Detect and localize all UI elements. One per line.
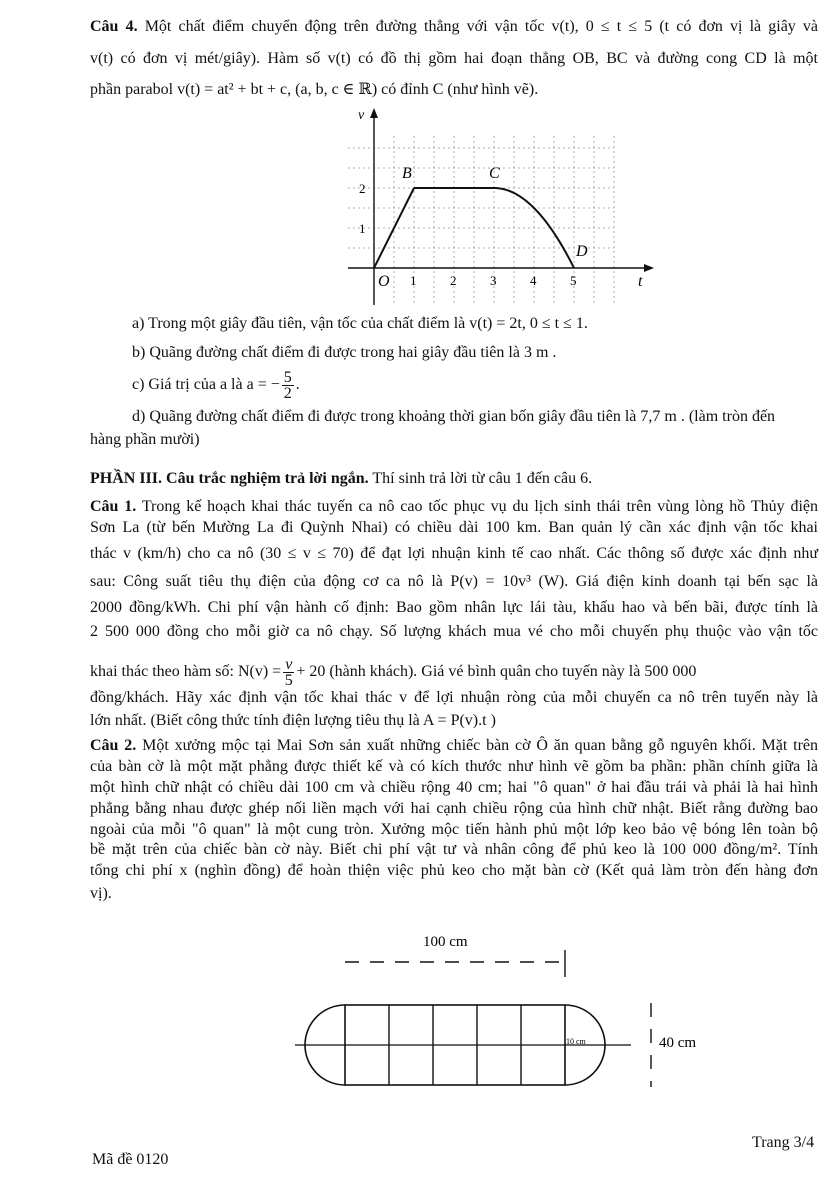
fraction-numerator: 5 bbox=[283, 369, 292, 386]
small-length-text: 10 cm bbox=[566, 1037, 586, 1046]
exam-code: Mã đề 0120 bbox=[92, 1151, 169, 1168]
y-tick-label: 1 bbox=[359, 221, 366, 236]
q1-line7 bbox=[90, 657, 818, 688]
y-axis-arrow bbox=[370, 108, 378, 118]
q4-option-c bbox=[132, 370, 300, 401]
q1-line3: thác v (km/h) cho ca nô (30 ≤ v ≤ 70) để đạt lợi nhuận kinh tế cao nhất. Các thông số được xác định như bbox=[90, 545, 818, 562]
q2-line4: phẳng bằng nhau được ghép nối liền mạch với hai cạnh chiều rộng của hình chữ nhật. Biết rằng đường bao bbox=[90, 800, 818, 817]
q4-option-c-end: . bbox=[295, 376, 300, 394]
q4-text1: Một chất điểm chuyển động trên đường thẳng với vận tốc v(t), 0 ≤ t ≤ 5 (t có đơn vị là giây và bbox=[137, 18, 819, 35]
q1-line9: lớn nhất. (Biết công thức tính điện lượng tiêu thụ là A = P(v).t ) bbox=[90, 712, 496, 729]
point-b-label: B bbox=[402, 165, 412, 182]
part3-title: PHẦN III. Câu trắc nghiệm trả lời ngắn. bbox=[90, 470, 369, 487]
q1-line4: sau: Công suất tiêu thụ điện của động cơ ca nô là P(v) = 10v³ (W). Giá điện kinh doanh tại bến sạc là bbox=[90, 573, 818, 590]
point-d-label: D bbox=[576, 243, 588, 260]
q2-line1 bbox=[90, 736, 818, 756]
x-axis-label: t bbox=[638, 273, 643, 290]
point-c-label: C bbox=[489, 165, 500, 182]
board-figure bbox=[285, 925, 725, 1100]
q1-line2: Sơn La (từ bến Mường La đi Quỳnh Nhai) có chiều dài 100 km. Ban quản lý cần xác định vận tốc khai bbox=[90, 519, 818, 536]
q2-line2: của bàn cờ là một mặt phẳng được thiết kế và có kích thước như hình vẽ gồm ba phần: phần chính giữa là bbox=[90, 758, 818, 775]
q4-option-a: a) Trong một giây đầu tiên, vận tốc của chất điểm là v(t) = 2t, 0 ≤ t ≤ 1. bbox=[132, 315, 588, 332]
fraction bbox=[283, 657, 294, 688]
q2-line3: một hình chữ nhật có chiều dài 100 cm và chiều rộng 40 cm; hai "ô quan" ở hai đầu trái và phải là hai hình bbox=[90, 779, 818, 796]
x-axis-arrow bbox=[644, 264, 654, 272]
part3-heading bbox=[90, 469, 818, 489]
length-label bbox=[423, 934, 468, 950]
y-tick-label: 2 bbox=[359, 181, 366, 196]
q1-line8: đồng/khách. Hãy xác định vận tốc khai thác v để lợi nhuận ròng của mỗi chuyến ca nô trên tuyến này là bbox=[90, 689, 818, 706]
q4-line2: v(t) có đơn vị mét/giây). Hàm số v(t) có đồ thị gồm hai đoạn thẳng OB, BC và đường cong CD là một bbox=[90, 50, 818, 67]
q2-line8: vị). bbox=[90, 885, 112, 902]
small-length-label bbox=[566, 1037, 587, 1046]
q4-option-b: b) Quãng đường chất điểm đi được trong hai giây đầu tiên là 3 m . bbox=[132, 344, 557, 361]
part3-desc: Thí sinh trả lời từ câu 1 đến câu 6. bbox=[368, 470, 593, 487]
q1-line7-end: + 20 (hành khách). Giá vé bình quân cho tuyến này là 500 000 bbox=[296, 663, 697, 681]
q1-line5: 2000 đồng/kWh. Chi phí vận hành cố định: Bao gồm nhân lực lái tàu, khấu hao và bến bãi, được tính là bbox=[90, 599, 818, 616]
x-tick-label: 2 bbox=[450, 273, 457, 288]
q2-line5: ngoài của mỗi "ô quan" là một cung tròn. Xưởng mộc tiến hành phủ một lớp keo bảo vệ bóng lên toàn bộ bbox=[90, 821, 818, 838]
q1-label: Câu 1. bbox=[90, 498, 137, 515]
fraction-denominator: 2 bbox=[283, 385, 292, 402]
q2-label: Câu 2. bbox=[90, 737, 137, 754]
q4-label: Câu 4. bbox=[90, 18, 138, 35]
x-tick-label: 1 bbox=[410, 273, 417, 288]
velocity-graph bbox=[340, 105, 660, 315]
q1-line7-text: khai thác theo hàm số: N(v) = bbox=[90, 663, 282, 681]
page-number: Trang 3/4 bbox=[752, 1134, 815, 1151]
width-label bbox=[659, 1035, 696, 1051]
point-o-label: O bbox=[378, 273, 390, 290]
q4-option-d: d) Quãng đường chất điểm đi được trong khoảng thời gian bốn giây đầu tiên là 7,7 m . (làm tròn đến bbox=[132, 408, 776, 425]
q4-option-c-text: c) Giá trị của a là a = − bbox=[132, 376, 280, 394]
q2-text1: Một xưởng mộc tại Mai Sơn sản xuất những chiếc bàn cờ Ô ăn quan bằng gỗ nguyên khối. Mặt trên bbox=[136, 737, 818, 754]
fraction-denominator: 5 bbox=[284, 672, 293, 689]
width-label-text: 40 cm bbox=[659, 1035, 697, 1051]
fraction-numerator: v bbox=[285, 656, 293, 673]
q2-line7: tổng chi phí x (nghìn đồng) để hoàn thiện việc phủ keo cho mặt bàn cờ (Kết quả làm tròn đến hàng đơn bbox=[90, 862, 818, 879]
length-label-text: 100 cm bbox=[423, 934, 468, 950]
fraction bbox=[282, 370, 294, 401]
q4-line1 bbox=[90, 17, 818, 37]
q1-line6: 2 500 000 đồng cho mỗi giờ ca nô chạy. Số lượng khách mua vé cho mỗi chuyến phụ thuộc vào vận tốc bbox=[90, 623, 818, 640]
x-tick-label: 3 bbox=[490, 273, 497, 288]
q1-text1: Trong kế hoạch khai thác tuyến ca nô cao tốc phục vụ du lịch sinh thái trên vùng lòng hồ Thủy điện bbox=[136, 498, 819, 515]
x-tick-label: 4 bbox=[530, 273, 537, 288]
q2-line6: bề mặt trên của chiếc bàn cờ này. Biết chi phí vật tư và nhân công để phủ keo là 100 000 đồng/m². Tính bbox=[90, 841, 818, 858]
q4-option-d-line2: hàng phần mười) bbox=[90, 431, 200, 448]
y-axis-label: v bbox=[358, 108, 365, 123]
q1-line1 bbox=[90, 497, 818, 517]
q4-line3: phần parabol v(t) = at² + bt + c, (a, b, c ∈ ℝ) có đỉnh C (như hình vẽ). bbox=[90, 81, 539, 98]
x-tick-label: 5 bbox=[570, 273, 577, 288]
